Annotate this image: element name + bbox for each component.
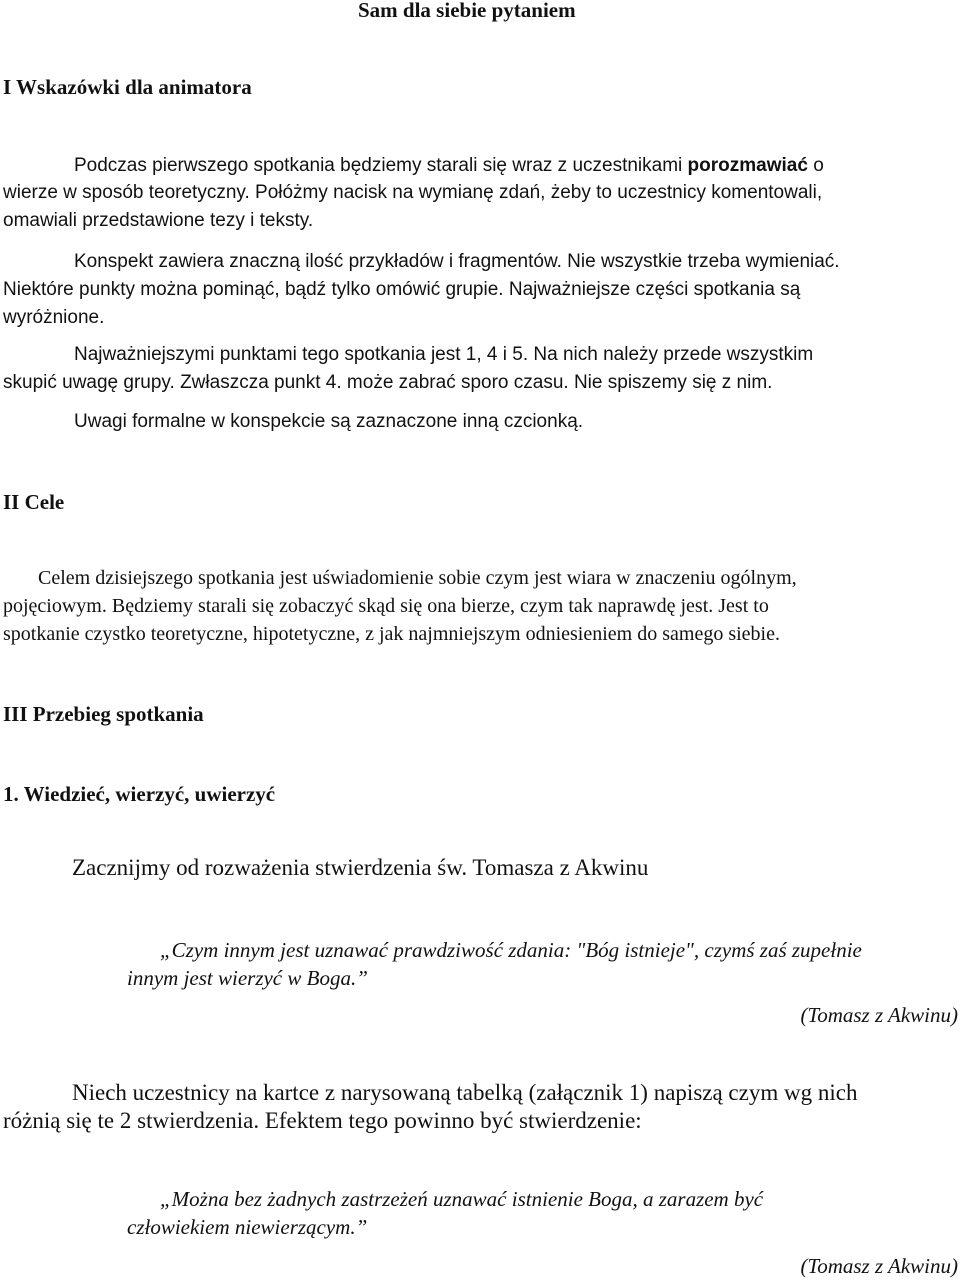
quote-line: „Można bez żadnych zastrzeżeń uznawać istnienie Boga, a zarazem być (160, 1187, 764, 1211)
subsection-heading: 1. Wiedzieć, wierzyć, uwierzyć (3, 782, 276, 806)
paragraph-line: Celem dzisiejszego spotkania jest uświadomienie sobie czym jest wiara w znaczeniu ogólnym, (38, 567, 797, 589)
paragraph-line (74, 155, 824, 177)
section-heading-goals: II Cele (3, 490, 65, 514)
quote-line: innym jest wierzyć w Boga.” (127, 966, 368, 990)
paragraph-line: skupić uwagę grupy. Zwłaszcza punkt 4. może zabrać sporo czasu. Nie spiszemy się z nim. (3, 372, 773, 393)
section-heading-guidelines: I Wskazówki dla animatora (3, 75, 252, 99)
quote-author: (Tomasz z Akwinu) (800, 1003, 958, 1027)
quote-author: (Tomasz z Akwinu) (800, 1254, 958, 1278)
paragraph-line: Najważniejszymi punktami tego spotkania jest 1, 4 i 5. Na nich należy przede wszystkim (74, 344, 814, 365)
paragraph-line: spotkanie czystko teoretyczne, hipotetyczne, z jak najmniejszym odniesieniem do samego siebie. (3, 623, 780, 645)
section-heading-course: III Przebieg spotkania (3, 702, 204, 726)
paragraph-text: Podczas pierwszego spotkania będziemy starali się wraz z uczestnikami (74, 155, 688, 176)
quote-line: „Czym innym jest uznawać prawdziwość zdania: "Bóg istnieje", czymś zaś zupełnie (160, 938, 862, 962)
paragraph-line: omawiali przedstawione tezy i teksty. (3, 210, 314, 231)
paragraph-line: Niektóre punkty można pominąć, bądź tylko omówić grupie. Najważniejsze części spotkania są (3, 279, 801, 300)
quote-line: człowiekiem niewierzącym.” (127, 1215, 368, 1239)
paragraph-line: Konspekt zawiera znaczną ilość przykładów i fragmentów. Nie wszystkie trzeba wymieniać. (74, 251, 840, 272)
paragraph-text: o (807, 155, 824, 176)
intro-sentence: Zacznijmy od rozważenia stwierdzenia św. Tomasza z Akwinu (72, 855, 649, 880)
emphasized-text: porozmawiać (687, 155, 808, 176)
paragraph-line: pojęciowym. Będziemy starali się zobaczyć skąd się ona bierze, czym tak naprawdę jest. Jest to (3, 595, 769, 617)
paragraph-line: różnią się te 2 stwierdzenia. Efektem tego powinno być stwierdzenie: (3, 1108, 642, 1133)
paragraph-line: wierze w sposób teoretyczny. Połóżmy nacisk na wymianę zdań, żeby to uczestnicy komentowali, (3, 182, 823, 203)
paragraph-line: Niech uczestnicy na kartce z narysowaną tabelką (załącznik 1) napiszą czym wg nich (72, 1080, 858, 1105)
document-title: Sam dla siebie pytaniem (358, 0, 576, 22)
paragraph-line: wyróżnione. (3, 307, 105, 328)
paragraph-line: Uwagi formalne w konspekcie są zaznaczone inną czcionką. (74, 411, 584, 432)
